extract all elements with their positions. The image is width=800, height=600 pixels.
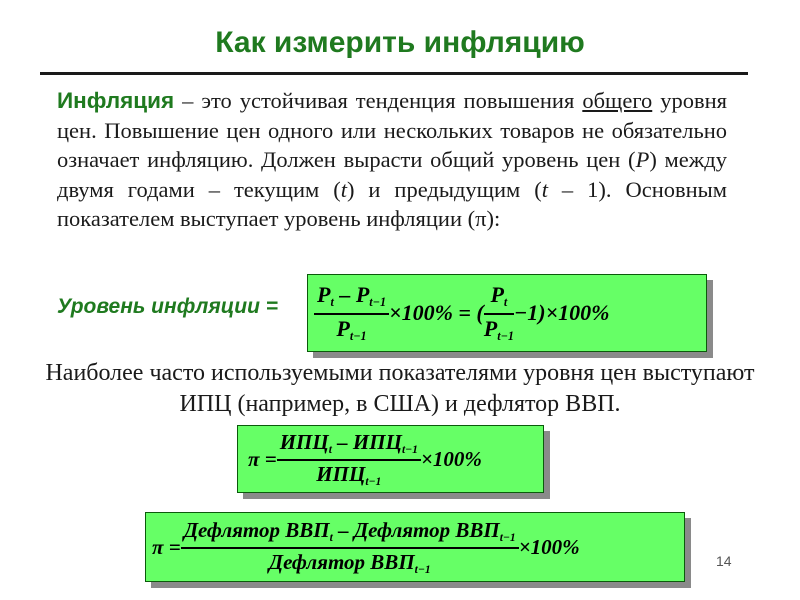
cpi-fraction-numerator: $ИПЦ_t - ИПЦ_{t-1}$ xyxy=(277,430,421,460)
definition-t: t xyxy=(340,176,347,202)
cpi-fraction xyxy=(277,430,421,487)
deflator-fraction xyxy=(181,518,519,575)
definition-t-prev: t xyxy=(541,176,548,202)
definition-text-4: ) и предыдущим ( xyxy=(346,176,542,202)
deflator-formula-lhs: π = xyxy=(152,534,181,559)
price-index-note: Наиболее часто используемыми показателями уровня цен выступают ИПЦ (например, в США) и дефлятор ВВП. xyxy=(45,360,755,417)
definition-text-1: – это устойчивая тенденция повышения xyxy=(174,88,583,113)
definition-text-2: уровня цен. Повышение цен одного или нескольких товаров не обязательно означает инфляцию. Должен вырасти общий уровень цен ( xyxy=(57,88,727,172)
title-divider xyxy=(40,72,748,75)
formula-1-mid: ×100% = ( xyxy=(389,300,484,325)
cpi-formula-times: ×100% xyxy=(420,446,482,471)
fraction-1-denominator: $P_{t-1}$ xyxy=(336,315,367,343)
inflation-rate-label: Уровень инфляции = xyxy=(57,295,279,318)
cpi-formula-box xyxy=(237,425,544,493)
fraction-2 xyxy=(484,282,514,343)
definition-underlined: общего xyxy=(582,88,653,113)
fraction-2-numerator: $P_t$ xyxy=(484,282,514,314)
inflation-formula-box xyxy=(307,274,707,352)
fraction-2-denominator: $P_{t-1}$ xyxy=(483,315,514,343)
deflator-fraction-denominator: Дефлятор $ВВП_{t-1}$ xyxy=(268,549,431,576)
page-number: 14 xyxy=(716,553,732,569)
deflator-formula-times: ×100% xyxy=(518,534,580,559)
definition-term: Инфляция xyxy=(57,88,175,113)
definition-text-5: – 1). Основным показателем выступает уровень инфляции (π): xyxy=(57,176,728,231)
definition-text-3: ) между двумя годами – текущим ( xyxy=(57,147,728,202)
definition-p: P xyxy=(635,147,650,172)
slide-title: Как измерить инфляцию xyxy=(215,26,585,59)
fraction-1 xyxy=(314,282,389,343)
cpi-formula-lhs: π = xyxy=(248,446,277,471)
deflator-formula-box xyxy=(145,512,685,582)
fraction-1-numerator: $P_t - P_{t-1}$ xyxy=(314,282,389,314)
formula-1-tail: −1)×100% xyxy=(513,300,610,325)
definition-paragraph xyxy=(57,86,727,234)
cpi-fraction-denominator: $ИПЦ_{t-1}$ xyxy=(316,461,382,488)
deflator-fraction-numerator: Дефлятор $ВВП_t$ – Дефлятор $ВВП_{t-1}$ xyxy=(181,518,519,548)
